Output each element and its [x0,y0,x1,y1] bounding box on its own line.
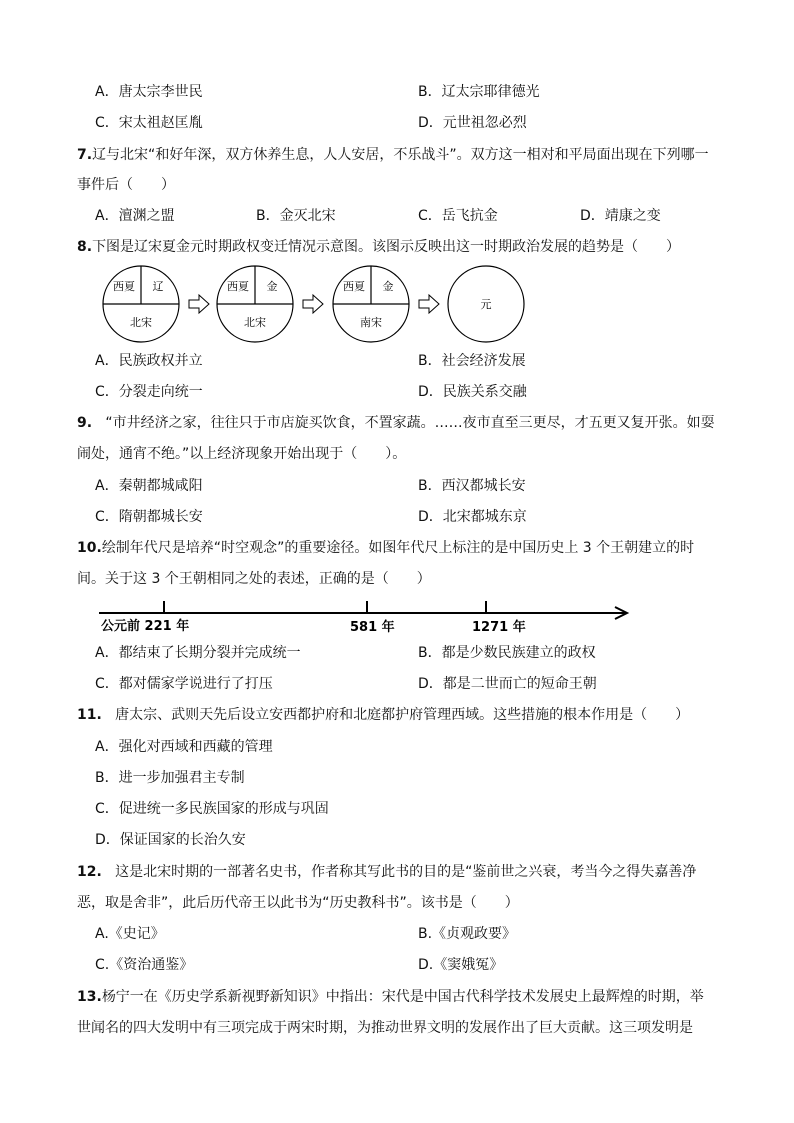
question-13-line2: 世闻名的四大发明中有三项完成于两宋时期，为推动世界文明的发展作出了巨大贡献。这三项发明是 [77,1020,693,1036]
timeline-label-1: 公元前 221 年 [101,619,190,634]
q10-option-d: D．都是二世而亡的短命王朝 [418,676,597,692]
diagram-circle-final [448,266,524,342]
q8-option-b: B．社会经济发展 [418,353,526,369]
q6-option-b: B．辽太宗耶律德光 [418,84,540,100]
question-9-number: 9. [77,415,93,431]
q12-option-c: C.《资治通鉴》 [95,957,194,973]
circle-final-label: 元 [480,298,492,311]
question-11-line1 [77,705,689,725]
question-12-line1 [77,862,696,882]
question-12-line2: 恶，取是舍非”，此后历代帝王以此书为“历史教科书”。该书是（ ） [77,895,519,911]
arrow-3 [419,295,439,313]
q7-option-c: C．岳飞抗金 [418,208,498,224]
q11-option-b: B．进一步加强君主专制 [95,770,245,786]
circle-1-top-right: 辽 [152,280,164,293]
question-7-line2: 事件后（ ） [77,177,175,193]
q10-option-b: B．都是少数民族建立的政权 [418,645,596,661]
question-8-number: 8. [77,239,93,255]
q10-option-a: A．都结束了长期分裂并完成统一 [95,645,301,661]
circle-1-bottom: 北宋 [130,316,152,329]
q11-option-c: C．促进统一多民族国家的形成与巩固 [95,801,329,817]
circle-2-top-left: 西夏 [227,280,249,293]
diagram-circle-2 [217,266,293,342]
timeline-label-2: 581 年 [350,620,395,635]
question-7-text: 辽与北宋“和好年深，双方休养生息，人人安居，不乐战斗”。双方这一相对和平局面出现在下列哪一 [92,147,709,163]
q12-option-a: A.《史记》 [95,926,165,942]
question-11-number: 11. [77,707,102,723]
question-11-text: 唐太宗、武则天先后设立安西都护府和北庭都护府管理西域。这些措施的根本作用是（ ） [115,707,690,723]
question-10-line2: 间。关于这 3 个王朝相同之处的表述，正确的是（ ） [77,571,431,587]
question-12-number: 12. [77,864,102,880]
q7-option-a: A．澶渊之盟 [95,208,175,224]
question-10-line1 [77,538,694,558]
question-10-text: 绘制年代尺是培养“时空观念”的重要途径。如图年代尺上标注的是中国历史上 3 个王朝建立的时 [101,540,695,556]
question-9-line2: 闹处，通宵不绝。”以上经济现象开始出现于（ ）。 [77,446,407,462]
q6-option-a: A．唐太宗李世民 [95,84,203,100]
question-13-text: 杨宁一在《历史学系新视野新知识》中指出：宋代是中国古代科学技术发展史上最辉煌的时期，举 [101,989,704,1005]
question-9-line1 [77,413,715,433]
question-9-text: “市井经济之家，往往只于市店旋买饮食，不置家蔬。……夜市直至三更尽，才五更又复开张。如耍 [105,415,715,431]
question-8-text: 下图是辽宋夏金元时期政权变迁情况示意图。该图示反映出这一时期政治发展的趋势是（ ） [92,239,681,255]
q8-option-a: A．民族政权并立 [95,353,203,369]
question-13-line1 [77,987,704,1007]
diagram-circle-1 [103,266,179,342]
q9-option-c: C．隋朝都城长安 [95,509,203,525]
question-7-line1 [77,145,709,165]
circle-3-bottom: 南宋 [360,316,382,329]
q11-option-d: D．保证国家的长治久安 [95,832,246,848]
arrow-1 [189,295,209,313]
question-7-number: 7. [77,147,93,163]
question-8-line1 [77,237,680,257]
circle-3-top-left: 西夏 [343,280,365,293]
timeline-ruler [95,596,635,636]
q7-option-d: D．靖康之变 [580,208,661,224]
q9-option-b: B．西汉都城长安 [418,478,526,494]
timeline-label-3: 1271 年 [472,620,526,635]
q8-option-c: C．分裂走向统一 [95,384,203,400]
q7-option-b: B．金灭北宋 [256,208,336,224]
q9-option-d: D．北宋都城东京 [418,509,527,525]
q6-option-d: D．元世祖忽必烈 [418,115,527,131]
q8-option-d: D．民族关系交融 [418,384,527,400]
circle-1-top-left: 西夏 [113,280,135,293]
regime-change-diagram [95,264,535,344]
q12-option-b: B.《贞观政要》 [418,926,517,942]
q12-option-d: D.《窦娥冤》 [418,957,504,973]
circle-2-bottom: 北宋 [244,316,266,329]
q11-option-a: A．强化对西域和西藏的管理 [95,739,273,755]
question-12-text: 这是北宋时期的一部著名史书，作者称其写此书的目的是“鉴前世之兴衰，考当今之得失嘉善净 [115,864,697,880]
q6-option-c: C．宋太祖赵匡胤 [95,115,203,131]
circle-2-top-right: 金 [266,280,278,293]
q10-option-c: C．都对儒家学说进行了打压 [95,676,273,692]
circle-3-top-right: 金 [382,280,394,293]
arrow-2 [303,295,323,313]
question-13-number: 13. [77,989,102,1005]
q9-option-a: A．秦朝都城咸阳 [95,478,203,494]
diagram-circle-3 [333,266,409,342]
question-10-number: 10. [77,540,102,556]
